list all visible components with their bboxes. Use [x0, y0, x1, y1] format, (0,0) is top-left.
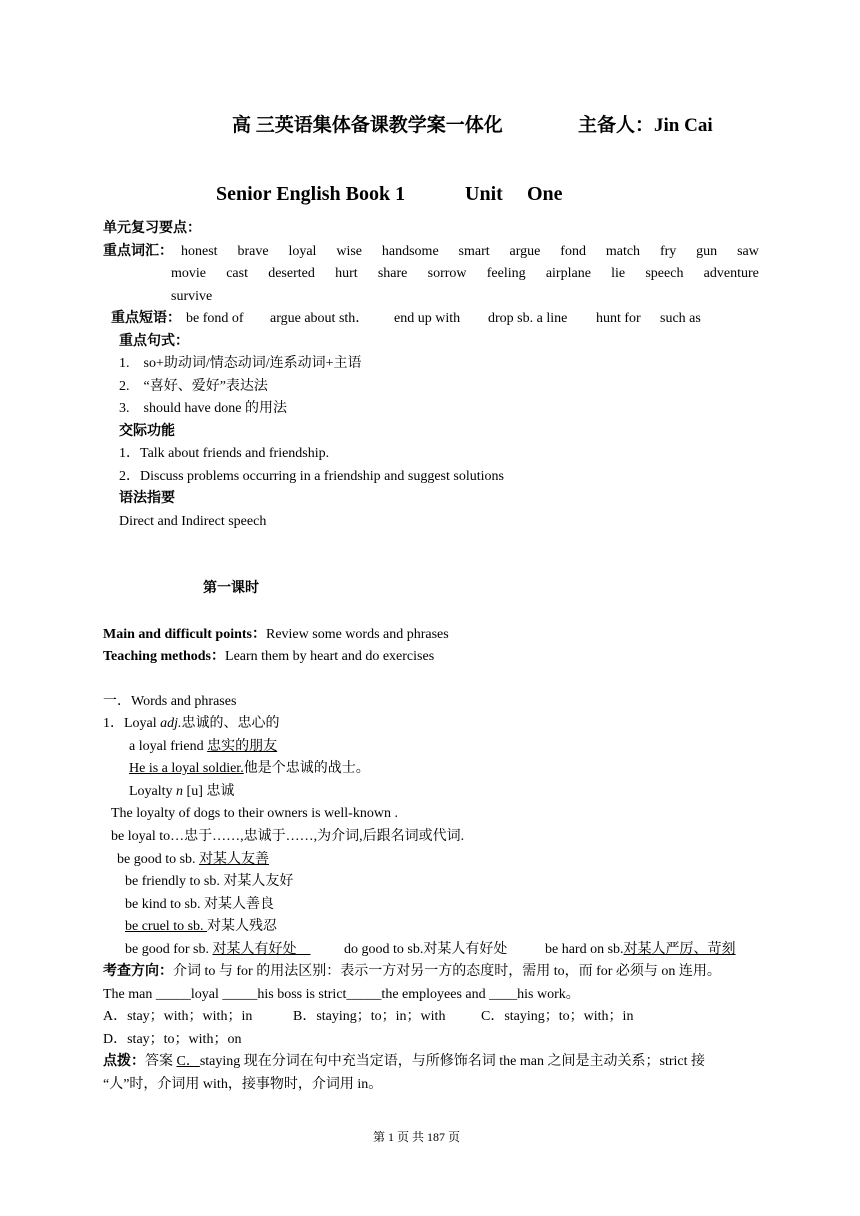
- hint-line: [103, 1053, 705, 1071]
- section-heading: 一．Words and phrases: [103, 694, 237, 709]
- points-text: Review some words and phrases: [265, 627, 449, 642]
- phrase-item: hunt for: [596, 311, 641, 326]
- hint-text: staying 现在分词在句中充当定语，与所修饰名词 the man 之间是主动关系；strict 接: [199, 1054, 705, 1069]
- option-b: B．staying；to；in；with: [293, 1009, 446, 1024]
- vocab-word: fry: [659, 244, 677, 259]
- vocab-word: adventure: [703, 266, 759, 281]
- vocab-word: handsome: [381, 244, 439, 259]
- phrase-item: be fond of: [186, 311, 244, 326]
- vocab-word: saw: [737, 244, 759, 259]
- vocab-line-2: [171, 265, 759, 283]
- vocab-word: sorrow: [427, 266, 467, 281]
- example-en: He is a loyal soldier.: [129, 761, 244, 776]
- grammar-text: Direct and Indirect speech: [119, 514, 267, 529]
- hint-line-2: “人”时，介词用 with，接事物时，介词用 in。: [103, 1077, 383, 1092]
- points-label: Main and difficult points：: [103, 627, 266, 642]
- vocab-word: hurt: [335, 266, 358, 281]
- vocab-label: 重点词汇：: [103, 244, 173, 259]
- option-c: C．staying；to；with；in: [481, 1009, 634, 1024]
- vocab-word: argue: [509, 244, 541, 259]
- methods-label: Teaching methods：: [103, 649, 226, 664]
- phrase-line: [117, 851, 269, 869]
- entry-meaning: 忠诚的、忠心的: [181, 716, 280, 731]
- sentence-item: 3. should have done 的用法: [119, 401, 287, 416]
- phrase-line: do good to sb.对某人有好处: [344, 942, 508, 957]
- example-cn: 忠实的朋友: [207, 739, 278, 754]
- function-item: 2．Discuss problems occurring in a friendship and suggest solutions: [119, 469, 504, 484]
- phrase-cn: 对某人残忍: [207, 919, 278, 934]
- book-name: Senior English Book 1: [216, 183, 406, 205]
- title-text: 高 三英语集体备课教学案一体化: [232, 115, 503, 136]
- phrase-en: be good for sb.: [125, 942, 213, 957]
- phrase-line: be friendly to sb. 对某人友好: [125, 874, 294, 889]
- vocab-word: match: [605, 244, 641, 259]
- phrase-cn: 对某人有好处: [212, 942, 311, 957]
- main-points: [103, 626, 449, 644]
- phrase-item: drop sb. a line: [488, 311, 568, 326]
- sentence-item: 1. so+助动词/情态动词/连系动词+主语: [119, 356, 362, 371]
- entry-pos: n: [176, 784, 184, 799]
- vocab-line-3: survive: [171, 289, 213, 304]
- vocab-word: share: [377, 266, 408, 281]
- phrase-line: [545, 941, 736, 959]
- hint-label: 点拨：: [103, 1054, 145, 1069]
- phrases-label: 重点短语：: [111, 311, 181, 326]
- functions-label: 交际功能: [119, 424, 175, 439]
- example-line: The loyalty of dogs to their owners is well-known .: [111, 806, 398, 821]
- page-footer: 第 1 页 共 187 页: [373, 1130, 461, 1144]
- sentences-label: 重点句式：: [119, 334, 189, 349]
- vocab-word: wise: [336, 244, 362, 259]
- phrase-item: argue about sth．: [270, 311, 370, 326]
- vocab-word: gun: [696, 244, 718, 259]
- vocab-word: smart: [458, 244, 490, 259]
- unit-word: Unit: [465, 183, 503, 205]
- example-line: [129, 738, 277, 756]
- phrase-item: end up with: [394, 311, 461, 326]
- phrase-line: [125, 941, 311, 959]
- vocab-word: cast: [226, 266, 248, 281]
- unit-number: One: [527, 183, 563, 205]
- exam-question: The man _____loyal _____his boss is strict_____the employees and ____his work。: [103, 987, 580, 1002]
- phrase-line: [125, 918, 277, 936]
- phrases-row: [111, 310, 181, 328]
- hint-answer: C．: [176, 1054, 200, 1069]
- sentence-item: 2. “喜好、爱好”表达法: [119, 379, 268, 394]
- phrase-en: be cruel to sb.: [125, 919, 208, 934]
- vocab-word: fond: [560, 244, 586, 259]
- vocab-word: loyal: [288, 244, 317, 259]
- preparer-label: 主备人：: [578, 115, 655, 136]
- option-a: A．stay；with；with；in: [103, 1009, 253, 1024]
- teaching-methods: [103, 648, 434, 666]
- function-item: 1．Talk about friends and friendship.: [119, 446, 330, 461]
- methods-text: Learn them by heart and do exercises: [225, 649, 435, 664]
- phrase-cn: 对某人严厉、苛刻: [623, 942, 736, 957]
- vocab-word: speech: [645, 266, 684, 281]
- vocab-word: lie: [611, 266, 626, 281]
- vocab-word: airplane: [545, 266, 591, 281]
- lesson-heading: 第一课时: [203, 581, 259, 596]
- option-d: D．stay；to；with；on: [103, 1032, 242, 1047]
- preparer: [578, 117, 713, 135]
- entry-word: 1．Loyal: [103, 716, 161, 731]
- vocab-word: feeling: [486, 266, 526, 281]
- document-title: [232, 117, 503, 135]
- phrase-line: be kind to sb. 对某人善良: [125, 897, 274, 912]
- vocab-word: deserted: [268, 266, 315, 281]
- exam-text: 介词 to 与 for 的用法区别：表示一方对另一方的态度时，需用 to，而 for 必须与 on 连用。: [173, 964, 721, 979]
- entry-pos: adj.: [160, 716, 182, 731]
- vocab-word: brave: [237, 244, 269, 259]
- example-en: a loyal friend: [129, 739, 208, 754]
- example-line: [129, 760, 370, 778]
- grammar-label: 语法指要: [119, 491, 175, 506]
- phrase-en: be hard on sb.: [545, 942, 624, 957]
- example-cn: 他是个忠诚的战士。: [243, 761, 370, 776]
- entry-word: Loyalty: [129, 784, 177, 799]
- phrase-en: be good to sb.: [117, 852, 200, 867]
- word-entry-loyalty: [129, 783, 234, 801]
- hint-pre: 答案: [145, 1054, 177, 1069]
- preparer-name: Jin Cai: [654, 115, 713, 136]
- vocab-word: movie: [171, 266, 206, 281]
- usage-note: be loyal to…忠于……,忠诚于……,为介词,后跟名词或代词.: [111, 829, 465, 844]
- review-heading: 单元复习要点：: [103, 221, 201, 236]
- word-entry-loyal: [103, 715, 280, 733]
- entry-meaning: [u] 忠诚: [183, 784, 235, 799]
- book-title: [216, 185, 405, 203]
- exam-label: 考查方向：: [103, 964, 173, 979]
- exam-direction: [103, 963, 721, 981]
- phrase-item: such as: [660, 311, 701, 326]
- phrase-cn: 对某人友善: [199, 852, 270, 867]
- vocab-word: honest: [181, 244, 218, 259]
- vocab-line-1: [181, 243, 759, 261]
